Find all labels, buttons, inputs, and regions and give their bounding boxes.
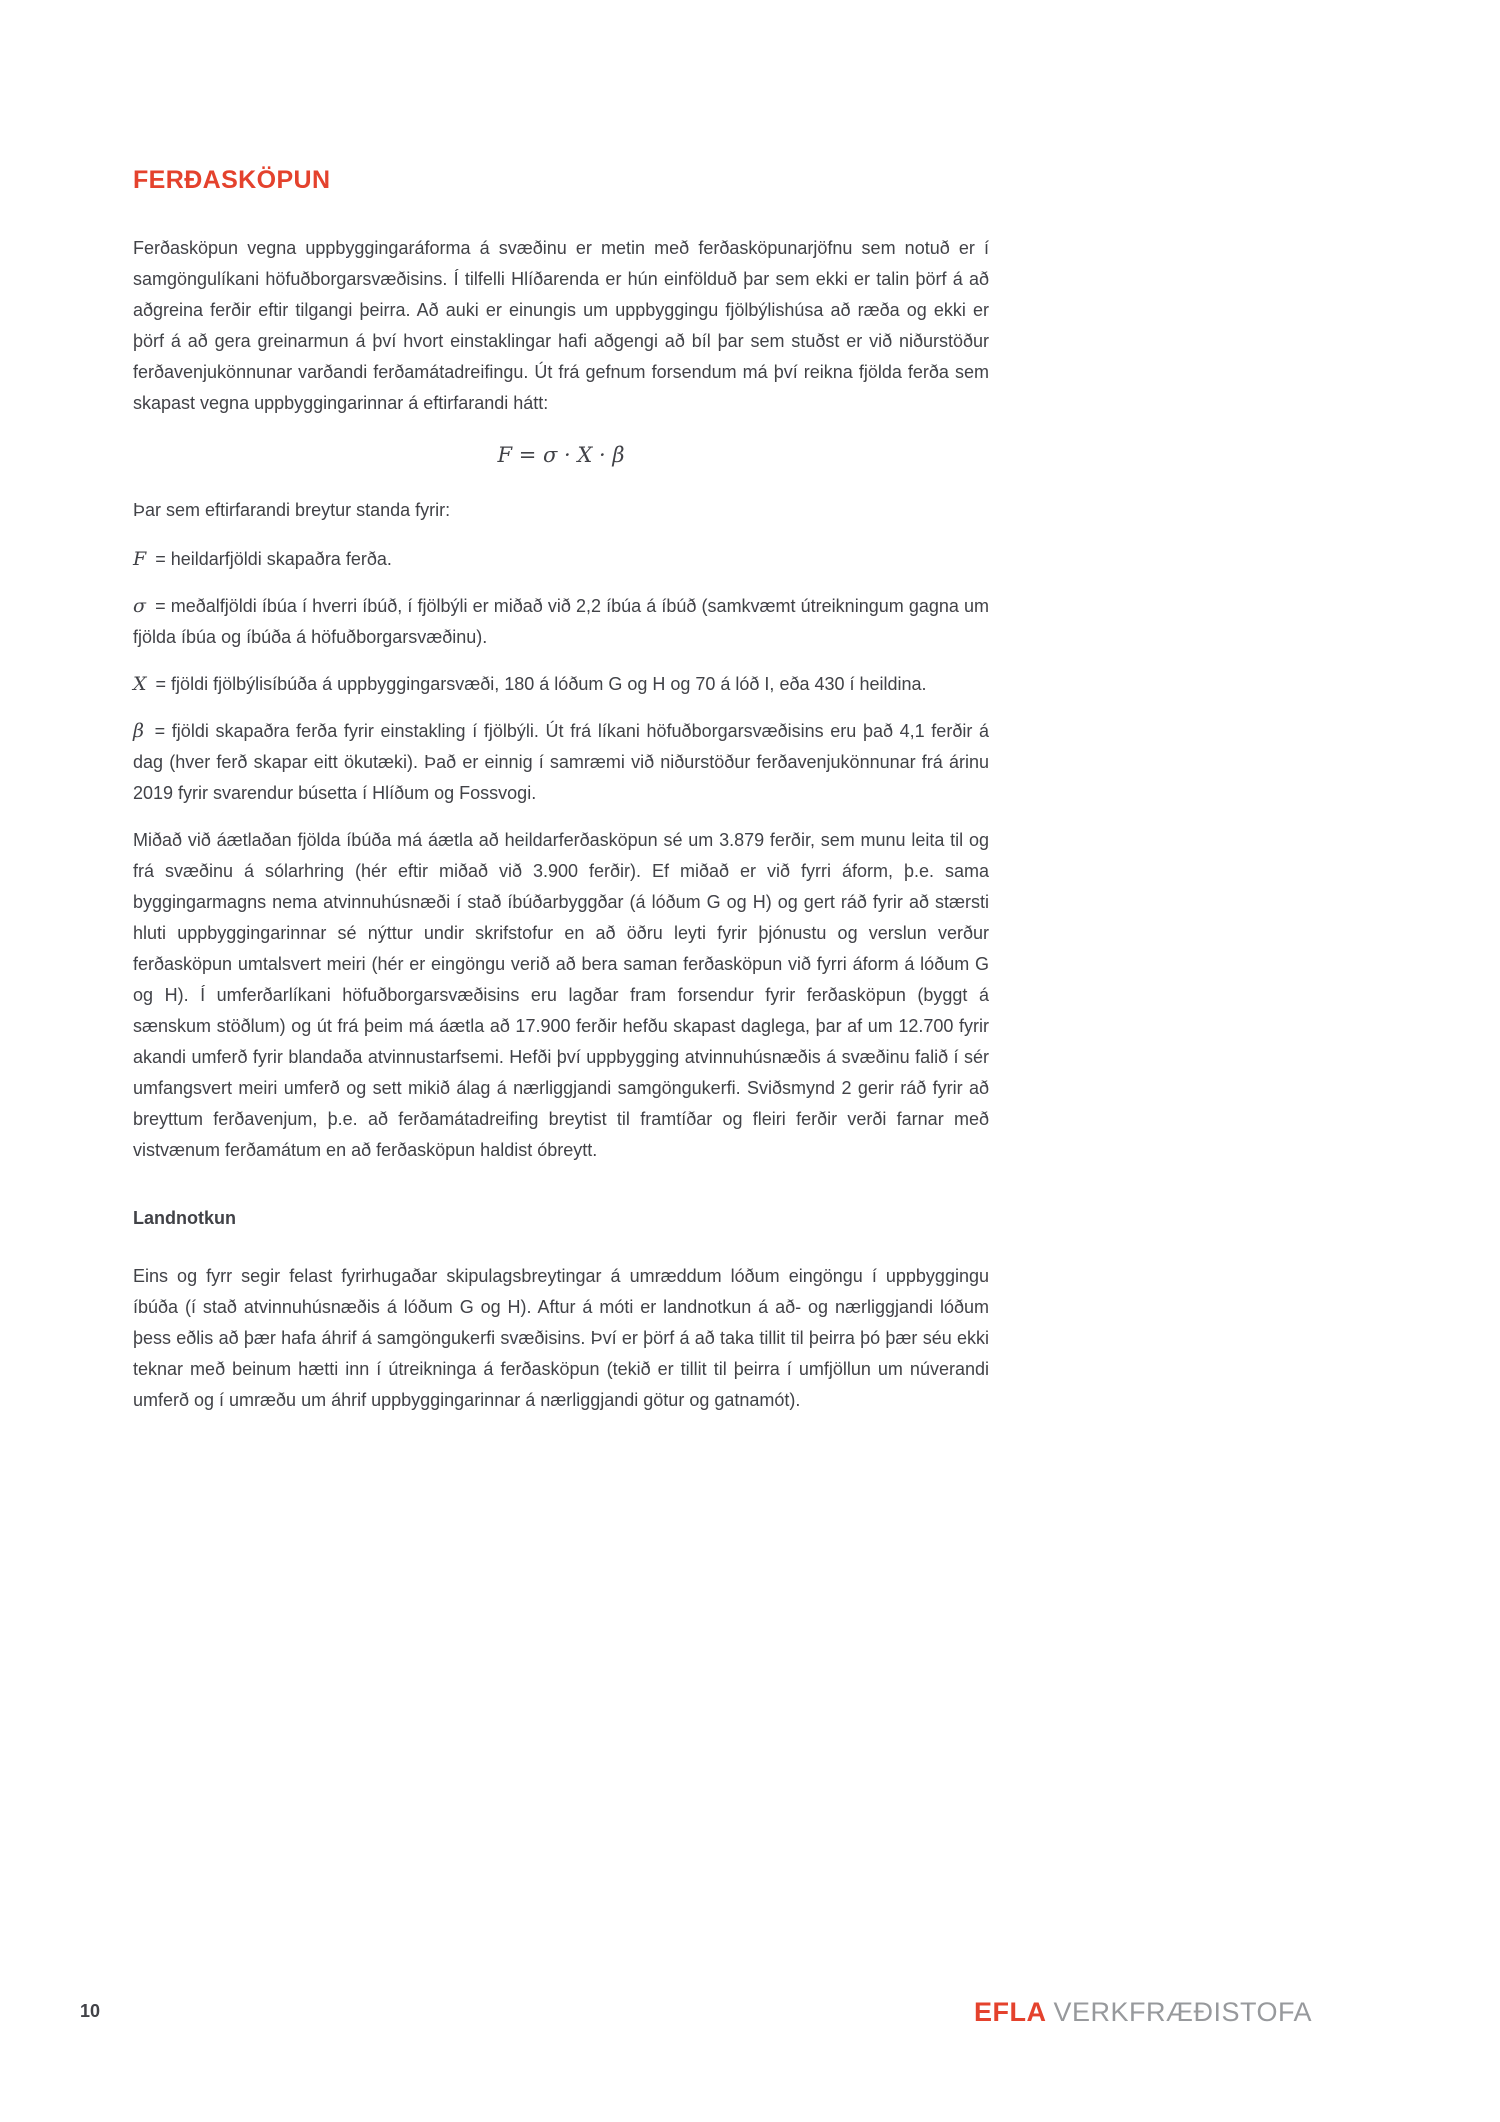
definition-symbol: F (133, 548, 147, 570)
definition-text: = fjöldi skapaðra ferða fyrir einstakling í fjölbýli. Út frá líkani höfuðborgarsvæðisins eru það 4,1 ferðir á dag (hver ferð skapar eitt ökutæki). Það er einnig í samræmi við niðurstöður ferðavenjukönnunar frá árinu 2019 fyrir svarendur búsetta í Hlíðum og Fossvogi. (133, 721, 989, 803)
formula (133, 443, 989, 467)
efla-logo (974, 1997, 1312, 2028)
paragraph-body: Miðað við áætlaðan fjölda íbúða má áætla að heildarferðasköpun sé um 3.879 ferðir, sem munu leita til og frá svæðinu á sólarhring (hér eftir miðað við 3.900 ferðir). Ef miðað er við fyrri áform, þ.e. sama byggingarmagns nema atvinnuhúsnæði í stað íbúðarbyggðar (á lóðum G og H) og gert ráð fyrir að stærsti hluti uppbyggingarinnar sé nýttur undir skrifstofur en að öðru leyti fyrir þjónustu og verslun verður ferðasköpun umtalsvert meiri (hér er eingöngu verið að bera saman ferðasköpun við fyrri áform á lóðum G og H). Í umferðarlíkani höfuðborgarsvæðisins eru lagðar fram forsendur fyrir ferðasköpun (byggt á sænskum stöðlum) og út frá þeim má áætla að 17.900 ferðir hefðu skapast daglega, þar af um 12.700 fyrir akandi umferð fyrir blandaða atvinnustarfsemi. Hefði því uppbygging atvinnuhúsnæðis á svæðinu falið í sér umfangsvert meiri umferð og sett mikið álag á nærliggjandi samgöngukerfi. Sviðsmynd 2 gerir ráð fyrir að breyttum ferðavenjum, þ.e. að ferðamátadreifing breytist til framtíðar og fleiri ferðir verði farnar með vistvænum ferðamátum en að ferðasköpun haldist óbreytt. (133, 830, 989, 1160)
paragraph-landnotkun: Eins og fyrr segir felast fyrirhugaðar skipulagsbreytingar á umræddum lóðum eingöngu í uppbyggingu íbúða (í stað atvinnuhúsnæðis á lóðum G og H). Aftur á móti er landnotkun á að- og nærliggjandi lóðum þess eðlis að þær hafa áhrif á samgöngukerfi svæðisins. Því er þörf á að taka tillit til þeirra þó þær séu ekki teknar með beinum hætti inn í útreikninga á ferðasköpun (tekið er tillit til þeirra í umfjöllun um núverandi umferð og í umræðu um áhrif uppbyggingarinnar á nærliggjandi götur og gatnamót). (133, 1266, 989, 1410)
document-content (133, 166, 989, 1434)
definition-text: = heildarfjöldi skapaðra ferða. (155, 549, 392, 569)
definition-item-x (133, 669, 989, 700)
logo-efla-text: EFLA (973, 1997, 1047, 2027)
definition-item-beta (133, 716, 989, 809)
paragraph-intro: Ferðasköpun vegna uppbyggingaráforma á svæðinu er metin með ferðasköpunarjöfnu sem notuð er í samgöngulíkani höfuðborgarsvæðisins. Í tilfelli Hlíðarenda er hún einfölduð þar sem ekki er talin þörf á að aðgreina ferðir eftir tilgangi þeirra. Að auki er einungis um uppbyggingu fjölbýlishúsa að ræða og ekki er þörf á að gera greinarmun á því hvort einstaklingar hafi aðgengi að bíl þar sem stuðst er við niðurstöður ferðavenjukönnunar varðandi ferðamátadreifingu. Út frá gefnum forsendum má því reikna fjölda ferða sem skapast vegna uppbyggingarinnar á eftirfarandi hátt: (133, 238, 989, 413)
definition-item-sigma (133, 591, 989, 653)
definition-item-f (133, 544, 989, 575)
formula-text: F = σ · X · β (497, 443, 625, 467)
definition-symbol: X (133, 673, 147, 695)
page-number: 10 (80, 2001, 101, 2021)
subsection-title: Landnotkun (133, 1208, 236, 1228)
paragraph-where: Þar sem eftirfarandi breytur standa fyrir: (133, 500, 451, 520)
section-title: FERÐASKÖPUN (133, 166, 331, 194)
definition-symbol: σ (133, 595, 146, 617)
definition-text: = fjöldi fjölbýlisíbúða á uppbyggingarsvæði, 180 á lóðum G og H og 70 á lóð I, eða 430 í heildina. (155, 674, 927, 694)
logo-verkfraedistofa-text: VERKFRÆÐISTOFA (1053, 1997, 1312, 2027)
definition-text: = meðalfjöldi íbúa í hverri íbúð, í fjölbýli er miðað við 2,2 íbúa á íbúð (samkvæmt útreikningum gagna um fjölda íbúa og íbúða á höfuðborgarsvæðinu). (133, 596, 989, 647)
definition-symbol: β (133, 720, 144, 742)
